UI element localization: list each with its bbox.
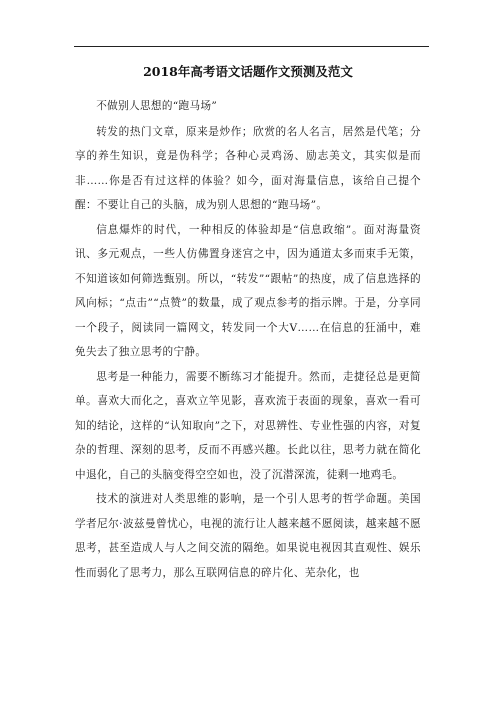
document-body	[75, 94, 421, 585]
paragraph-2: 信息爆炸的时代，一种相反的体验却是“信息政缩”。面对海量资讯、多元观点，一些人仿佛置身迷宫之中，因为通道太多而束手无策，不知道该如何筛选甄别。所以，“转发”“跟帖”的热度，成了信息选择的风向标；“点击”“点赞”的数量，成了观点参考的指示牌。于是，分享同一个段子，阅读同一篇网文，转发同一个大V……在信息的狂涌中，难免失去了独立思考的宁静。	[75, 223, 421, 358]
document-title: 2018年高考语文话题作文预测及范文	[143, 64, 353, 79]
article-heading: 不做别人思想的“跑马场”	[96, 100, 218, 112]
paragraph-1: 转发的热门文章，原来是炒作；欣赏的名人名言，居然是代笔；分享的养生知识，竟是伪科学；各种心灵鸡汤、励志美文，其实似是而非……你是否有过这样的体验？如今，面对海量信息，该给自己提个醒：不要让自己的头脑，成为别人思想的“跑马场”。	[75, 125, 421, 211]
header-rule	[74, 46, 429, 47]
paragraph-3: 思考是一种能力，需要不断练习才能提升。然而，走捷径总是更简单。喜欢大而化之，喜欢立竿见影，喜欢流于表面的现象，喜欢一看可知的结论，这样的“认知取向”之下，对思辨性、专业性强的内容，对复杂的哲理、深刻的思考，反而不再感兴趣。长此以往，思考力就在简化中退化，自己的头脑变得空空如也，没了沉潜深流，徒剩一地鸡毛。	[75, 370, 421, 481]
paragraph-4: 技术的演进对人类思维的影响，是一个引人思考的哲学命题。美国学者尼尔·波兹曼曾忧心，电视的流行让人越来越不愿阅读，越来越不愿思考，甚至造成人与人之间交流的隔绝。如果说电视因其直观性、娱乐性而弱化了思考力，那么互联网信息的碎片化、芜杂化，也	[75, 493, 421, 579]
